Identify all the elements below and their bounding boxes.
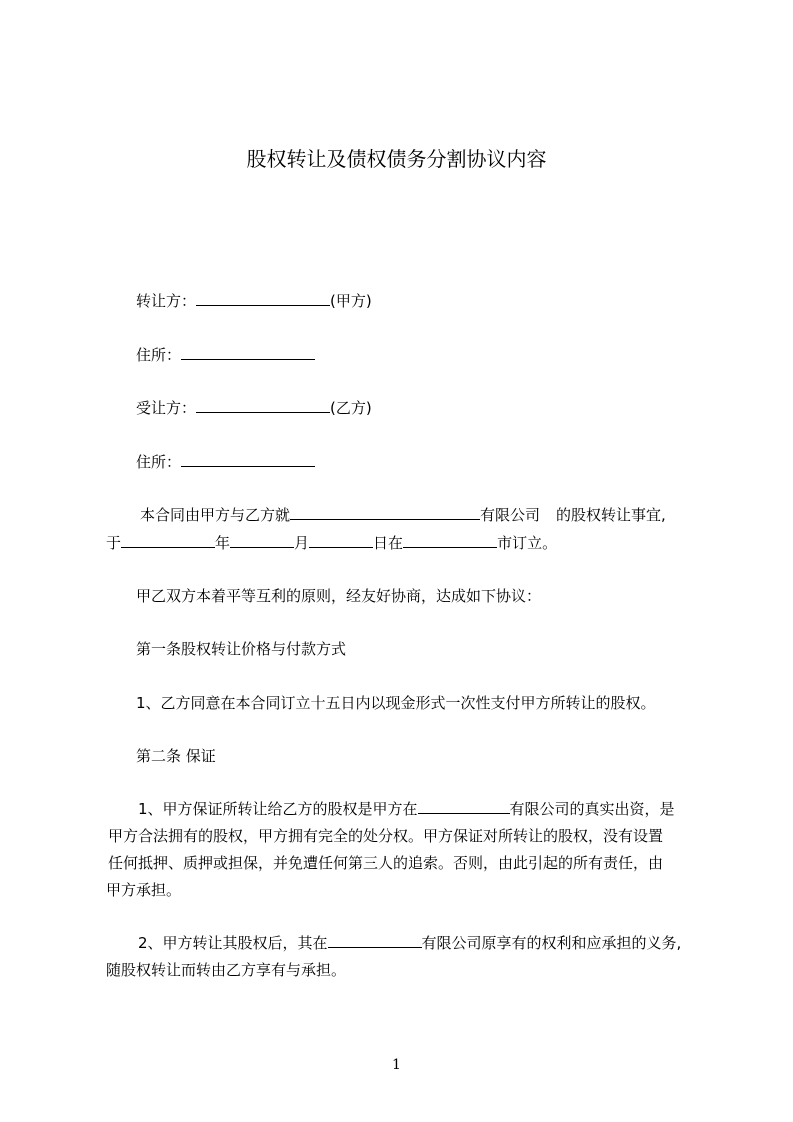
transferor-address-label: 住所： [136, 346, 182, 364]
article2-heading: 第二条 保证 [136, 747, 216, 765]
day-blank [309, 533, 373, 548]
transferor-address-blank [181, 345, 315, 360]
article2-clause2-line2: 随股权转让而转由乙方享有与承担。 [106, 961, 347, 979]
day-place-label: 日在 [373, 534, 404, 552]
month-blank [230, 533, 294, 548]
intro-end-text-2: 市订立。 [497, 534, 558, 552]
transferee-address-label: 住所： [136, 453, 182, 471]
intro-line-2 [106, 533, 557, 553]
clause1-company-blank [418, 799, 510, 814]
transferee-address-line [136, 452, 315, 472]
year-label: 年 [215, 534, 231, 552]
article2-clause2-after-blank: 有限公司原享有的权利和应承担的义务, [421, 934, 682, 952]
article1-clause1: 1、乙方同意在本合同订立十五日内以现金形式一次性支付甲方所转让的股权。 [136, 694, 656, 712]
intro-end-text: 的股权转让事宜, [556, 506, 666, 524]
principle-text: 甲乙双方本着平等互利的原则，经友好协商，达成如下协议： [136, 587, 542, 605]
article2-clause1-line1 [138, 799, 675, 819]
clause2-company-blank [328, 933, 422, 948]
intro-start-text: 本合同由甲方与乙方就 [140, 506, 291, 524]
transferor-suffix: (甲方) [330, 292, 372, 310]
article2-clause1-line2: 甲方合法拥有的股权，甲方拥有完全的处分权。甲方保证对所转让的股权，没有设置 [108, 827, 664, 845]
article2-clause1-line3: 任何抵押、质押或担保，并免遭任何第三人的追索。否则，由此引起的所有责任，由 [108, 854, 664, 872]
transferor-address-line [136, 345, 315, 365]
article2-clause1-after-blank: 有限公司的真实出资，是 [509, 800, 675, 818]
city-blank [403, 533, 497, 548]
intro-line-1 [140, 505, 666, 525]
transferee-address-blank [181, 452, 315, 467]
transferor-line [136, 291, 372, 311]
article2-clause1-start: 1、甲方保证所转让给乙方的股权是甲方在 [138, 800, 418, 818]
transferor-blank [196, 291, 330, 306]
year-blank [121, 533, 215, 548]
transferee-line [136, 398, 372, 418]
intro-company-text: 有限公司 [480, 506, 541, 524]
transferee-suffix: (乙方) [330, 399, 372, 417]
company-name-blank [290, 505, 480, 520]
transferor-label: 转让方： [136, 292, 197, 310]
intro-yu-text: 于 [106, 534, 122, 552]
article1-heading: 第一条股权转让价格与付款方式 [136, 640, 347, 658]
month-label: 月 [294, 534, 310, 552]
article2-clause2-start: 2、甲方转让其股权后，其在 [138, 934, 328, 952]
page-number: 1 [392, 1057, 401, 1073]
article2-clause2-line1 [138, 933, 681, 953]
article2-clause1-line4: 甲方承担。 [106, 881, 182, 899]
transferee-label: 受让方： [136, 399, 197, 417]
transferee-blank [196, 398, 330, 413]
document-title: 股权转让及债权债务分割协议内容 [246, 147, 547, 171]
